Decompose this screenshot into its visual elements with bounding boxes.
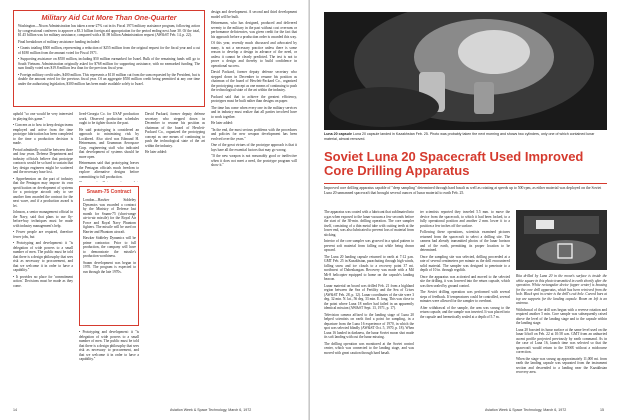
article-paragraph: Once the sampling site was selected, drilling proceeded at a rate of several centimeters per minute as the drill encountered solid material. The sampler was designed to penetrate to a depth of 10 in. through regolith.	[420, 254, 510, 272]
article-paragraph: He later added:	[145, 150, 167, 154]
article-paragraph: The drilling operation was monitored at the Soviet control center, which was connected to the landing stage, and was moved with great caution through hard basalt.	[324, 341, 414, 355]
photo-image	[324, 12, 607, 130]
sub-box-text	[83, 198, 136, 324]
capsule-photo	[324, 12, 607, 130]
article-paragraph: Interior of the core sampler was grooved in a spiral pattern to prevent soft material from falling out while being drawn upward.	[324, 239, 414, 252]
box-paragraph: London—Hawker Siddeley Dynamics was awarded a contract by the Ministry of Defense last month for Sraam-75 (short-range air-to-air missile) for the Royal Air Force and Royal Navy Phantom fighters. The missile will be used on Harrier and Phantom aircraft.	[83, 198, 136, 234]
article-paragraph: Withdrawal of the drill was begun with a reverse rotation and required another 5 min. Core sample was subsequently raised above the level of the landing stage and to the capsule within the landing stage.	[516, 307, 607, 325]
article-paragraph: Of this year, recently much discussed and advocated by many, is not a necessary practice unless there is some reason to develop a design in advance of the need, or unless it cannot be clearly predicted. The test is not to prove a design and thereby to build confidence in operational success.	[211, 41, 297, 68]
page-number: 15	[600, 408, 604, 412]
article-paragraph: David Packard, former deputy defense secretary who stepped down in December to resume his position as chairman of the board of Hewlett-Packard Co., organized the prototyping concept as one means of continuing to push the technological state of the art within the industry.	[211, 70, 297, 92]
article-paragraph: Packard said that to achieve the greatest efficiency, prototypes must be built rather than designs on paper.	[211, 94, 297, 103]
sub-box-title: Sraam-75 Contract	[86, 189, 132, 195]
article-paragraph: After withdrawal of the sample, the arm was swung to the return capsule, and the sample was inserted. It was placed into the capsule and hermetically sealed at a depth of 5.7 m.	[420, 305, 510, 319]
drill-site-image	[516, 210, 607, 270]
article-paragraph: The apparatus was coated with a lubricant that sublimated into a gas when exposed to the lunar vacuum a few seconds before the start of the 30-min. drilling operation. The core sampler itself, consisting of a thin metal tube with cutting teeth at the lower end, was also lubricated to prevent loss of material from sticking.	[324, 210, 414, 237]
page-number: 14	[13, 408, 17, 412]
article-paragraph: Period admittedly could be between three and four years. Defense Department and industry officials believe that prototype contracts would be so hard to sustain that key design engineers might be scattered and the necessary base lost.	[13, 147, 73, 174]
article-paragraph: "In the end, the most serious problems with the procedures and policies for new weapon development has been evolved over the years."	[211, 127, 297, 141]
headline-rule	[324, 183, 607, 184]
article-paragraph: • Apprehension on the part of industry that the Pentagon may impose its own specification on development of systems for a prototype aircraft only to see another firm awarded the contract for the next wave, and if a production award is let.	[13, 176, 73, 208]
left-column-2	[79, 112, 139, 182]
article-paragraph: "If the new weapon is not reasonably good or ineffective when it does not meet a need, the prototype program will show it."	[211, 154, 297, 167]
right-page	[310, 0, 620, 420]
article-paragraph: When the stage was swung up approximately 11,000 mi. from earth the landing capsule was separated from the instrument section and descended to a landing near the Kazakhstan recovery area.	[516, 356, 607, 374]
right-column-1	[324, 210, 414, 402]
article-paragraph: Once the apparatus was activated and moved to the selected site the drilling, it was lowered into the return capsule, which was then sealed by ground control.	[420, 274, 510, 288]
article-paragraph: • Fewer people are required, therefore fewer jobs, but	[13, 230, 73, 239]
article-paragraph: • Concern as to how to keep design teams employed and active from the time prototype fabrication has been completed to the time a production decision is made.	[13, 123, 73, 145]
box-paragraph: • Supporting assistance on $550 million, including $50 million earmarked for Israel. Bulk of the remaining funds will go to South Vietnam. Administration originally asked for $768 million for supporting assistance, with no earmarked funding. The sum finally voted was $19.8 million less than for the previous fiscal year.	[18, 57, 200, 70]
box-paragraph: • Grants totaling $500 million, representing a reduction of $255 million from the original request for the fiscal year and a cut of $180 million from the amount voted for Fiscal 1971.	[18, 46, 200, 55]
photo-caption-2: Rita drilled by Luna 20 in the moon's surface is inside the white square in this photo transmitted in earth shortly after the operation. White rectangular device (upper center) is housing for the core drill apparatus, which has been retrieved from the hole. Black spot in center is the drill's exit hole. Curved bars at top are supports for the landing capsule. Boom on left is an antenna.	[516, 274, 607, 305]
article-paragraph: uphold "so one would be very interested in playing this game."	[13, 112, 73, 121]
sraam-contract-box	[79, 186, 139, 326]
caption-label: Luna 20 capsule	[324, 132, 352, 136]
article-paragraph: Heinemann, who has designed, produced and delivered seventy to the military in the past without cost overruns or performance deficiencies, was given credit for the fact that his approach before a production order is awarded this way.	[211, 21, 297, 39]
photo-caption	[324, 132, 607, 142]
box-paragraph: Final breakdown of military assistance funding included:	[18, 39, 101, 44]
article-paragraph	[79, 181, 139, 182]
box-paragraph: Sraam development was begun in 1970. The program is expected to run through the late 1970s.	[83, 260, 136, 274]
article-paragraph: • Prototyping and development: it "is delegation of wide powers to a small number of men. The public must be told that there is a design philosophy that sees risk as necessary to procurement, and that we welcome it in order to have a capability."	[13, 241, 73, 272]
article-paragraph: design and development. A second and third development model will be built.	[211, 10, 297, 19]
drill-site-photo	[516, 210, 607, 270]
article-paragraph: • It provides no place for 'commitment action.' Decisions must be made as they come.	[13, 274, 73, 288]
left-column-1	[13, 112, 73, 402]
article-paragraph: He later added:	[211, 121, 233, 125]
box-title: Military Aid Cut More Than One-Quarter	[41, 13, 177, 22]
article-paragraph: lived-Georgia Co. for USAF production work. Observed production schedules ought to be tighter than in the past.	[79, 112, 139, 125]
article-paragraph: The Luna 20 landing capsule returned to earth at 7:12 p.m. GMT Feb. 25 in Kazakhstan, parachuting through high winds, falling snow and ice clouds to a recovery point 37 mi. northwest of Dzhezkazgan. Recovery was made with a Mil Mi-8 helicopter equipped to home on the capsule's landing beacon.	[324, 254, 414, 281]
right-column-2	[420, 210, 510, 402]
box-text	[18, 24, 200, 106]
article-paragraph: Heinemann said that prototyping leaves the Pentagon officials much freedom to explore alternative designs before committing to full production.	[79, 161, 139, 179]
left-column-3	[211, 10, 297, 402]
article-paragraph: • Prototyping and development: it "is delegation of wide powers to a small number of men. The public must be told that there is a design philosophy that sees risk as necessary to procurement, and that we welcome it in order to have a capability."	[79, 330, 139, 361]
article-paragraph: Lunar material on board was drilled Feb. 21 from a highland region between the Sea of Fertility and the Sea of Crises (AW&ST Feb. 28, p. 12). Lunar coordinates of the site were 3 deg. 32 min. N. lat., 56 deg. 33 min. E. long. This was close to the point where Luna 18 earlier had failed in an apparently identical mission (AW&ST Sept. 13, 1971, p. 17).	[324, 283, 414, 310]
box-paragraph: Hawker Siddeley Dynamics will be prime contractor. Prior to full production, the company will have to demonstrate the missile's production worthiness.	[83, 236, 136, 258]
left-column-2b	[145, 112, 205, 402]
article-paragraph: He said prototyping is considered an approach to minimizing risk by Lockheed. Also cited was Edmund H. Heinemann, and Grumman Aerospace Corp. engineering staff who indicated that development of systems should be more open.	[79, 127, 139, 159]
article-paragraph: Johnson, a senior management official in the Navy, said that plans to use fly-before-buy techniques must be made with industry management's help.	[13, 210, 73, 228]
caption-text: Luna 20 capsule landed in Kazakhstan Feb. 25. Photo was probably taken the next morning and shows two cylinders, only one of which contained lunar material, almost removed.	[324, 132, 595, 141]
article-paragraph: Television camera affixed to the landing stage of Luna 20 helped scientists on earth find a point for sampling, in a departure from the Luna 16 experience of 1970, in which the spot was selected blindly (AW&ST Oct. 5, 1970, p. 18). When Luna 16 landed in darkness, the lunar Soviet moon shot made its soft landing with out the lunar missing.	[324, 312, 414, 339]
article-paragraph: Following these operations, scientists examined pictures returned from the spacecraft to select a drilling site. The camera had already transmitted photos of the lunar horizon and of the earth, permitting its proper location to be determined.	[420, 230, 510, 252]
article-paragraph: The Soviet drilling operation was performed with several steps of feedback. If temperatures could be controlled, several minutes were allowed for the sampler to overheat.	[420, 290, 510, 303]
footer-credit: Aviation Week & Space Technology, March 6, 1972	[170, 408, 252, 412]
box-paragraph: Washington—Nixon Administration has taken a near-27% cut in its Fiscal 1973 military assistance program, following action by congressional conferees to approve a $3.3 billion foreign aid appropriation for the period ending next June 30. Of the total, $1.45 billion was for military assistance, compared with a $1.98 billion Administration request (AW&ST Feb. 14, p. 22).	[18, 24, 200, 37]
article-paragraph: The time has come when every one in the military services and in industry must realize that all parties involved have to work together.	[211, 105, 297, 119]
box-paragraph: • Foreign military credit sales, $400 million. This represents a $110 million cut from the sum requested by the President, but is double the amount voted for the previous fiscal year. Of an aggregate $550 million credit being permitted at any one time under the authorizing legislation, $300 million has been made available solely to Israel.	[18, 72, 200, 86]
article-paragraph: David Packard, former deputy defense secretary who stepped down in December to resume his position as chairman of the board of Hewlett-Packard Co., organized the prototyping concept as one means of continuing to push the technological state of the art within the industry.	[145, 112, 205, 148]
footer-credit: Aviation Week & Space Technology, March 6, 1972	[485, 408, 567, 412]
article-paragraph: One of the great virtues of the prototype approach is that it lays bare all the essential factors that may go wrong.	[211, 143, 297, 152]
right-column-3	[516, 274, 607, 402]
article-paragraph: Luna 20 boosted its lunar surface at the same level used on the lunar liftoff on Feb. 22 at 10:58 a.m. GMT from an unhurried ascent profile projected previously by earth command. As in the case of Luna 16, launch time was selected so that the spacecraft would return to the USSR without a midcourse correction.	[516, 327, 607, 354]
article-headline: Soviet Luna 20 Spacecraft Used Improved Core Drilling Apparatus	[324, 149, 584, 178]
left-column-2-continued	[79, 330, 139, 402]
article-deck: Improved core drilling apparatus capable of "deep sampling" determined through hard basalt as well as rotating at speeds up to 500 rpm, as either material was deployed on the Soviet Luna 20 unmanned spacecraft that brought several ounces of lunar material to earth Feb. 25.	[324, 186, 602, 195]
military-aid-box	[13, 10, 205, 107]
article-paragraph: ter scientists reported they traveled 5.5 mm. to move the device from the spacecraft, to which it had been locked, to a fully operational position and another 2 mm. lower it to a position a few inches off the surface.	[420, 210, 510, 228]
